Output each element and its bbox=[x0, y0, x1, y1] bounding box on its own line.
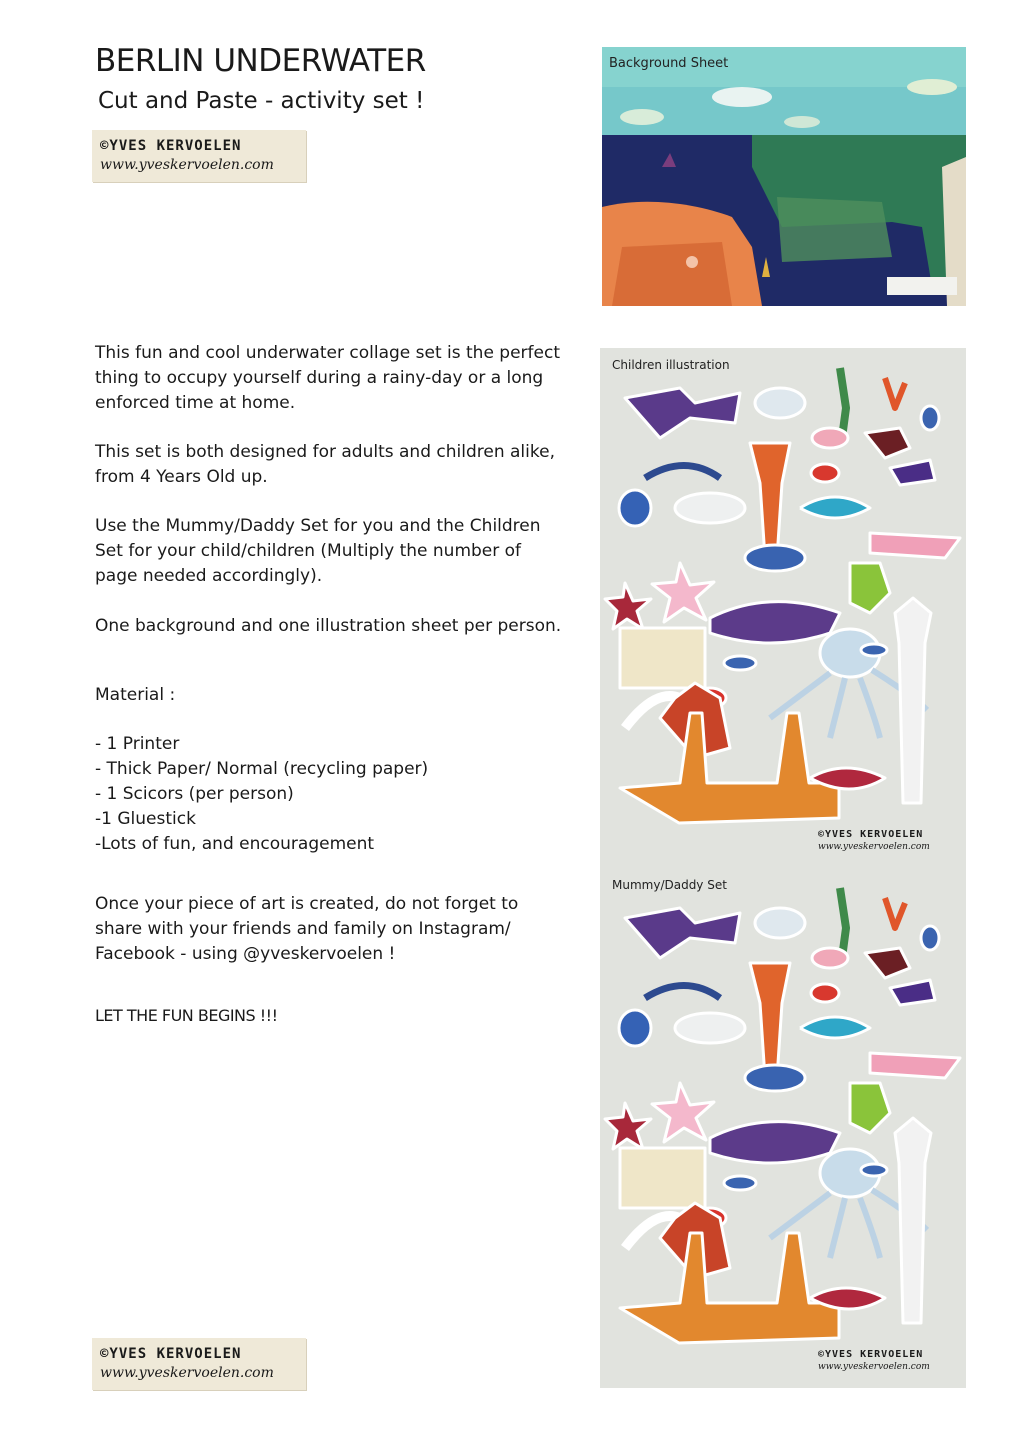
logo-website: www.yveskervoelen.com bbox=[100, 157, 274, 173]
logo-copyright: ©YVES KERVOELEN bbox=[818, 1349, 924, 1360]
audience-paragraph: This set is both designed for adults and children alike, from 4 Years Old up. bbox=[95, 442, 555, 487]
logo-website: www.yveskervoelen.com bbox=[818, 842, 930, 852]
intro-paragraph: This fun and cool underwater collage set is the perfect thing to occupy yourself during a rainy-day or a long enforced time at home. bbox=[95, 343, 561, 413]
background-sheet-label: Background Sheet bbox=[609, 56, 729, 71]
author-logo-bottom bbox=[92, 1338, 306, 1390]
children-sheet-label: Children illustration bbox=[612, 358, 730, 372]
underwater-scene-illustration bbox=[602, 47, 966, 306]
logo-copyright: ©YVES KERVOELEN bbox=[100, 1346, 242, 1362]
children-sheet-logo bbox=[818, 828, 938, 853]
children-stickers-illustration bbox=[600, 348, 966, 863]
share-paragraph: Once your piece of art is created, do not forget to share with your friends and family on Instagram/ Facebook - using @yveskervoelen ! bbox=[95, 894, 519, 964]
logo-copyright: ©YVES KERVOELEN bbox=[100, 138, 242, 154]
mummy-daddy-stickers-illustration bbox=[600, 868, 966, 1383]
sets-paragraph: Use the Mummy/Daddy Set for you and the Children Set for your child/children (Multiply the number of page needed accordingly). bbox=[95, 516, 541, 586]
page-title: BERLIN UNDERWATER bbox=[95, 43, 426, 79]
children-illustration-sheet bbox=[600, 348, 966, 863]
logo-copyright: ©YVES KERVOELEN bbox=[818, 829, 924, 840]
list-item: -Lots of fun, and encouragement bbox=[95, 834, 375, 854]
background-sheet-image bbox=[602, 47, 966, 306]
author-logo-top bbox=[92, 130, 306, 182]
material-heading: Material : bbox=[95, 685, 176, 705]
mummy-daddy-sheet-logo bbox=[818, 1348, 938, 1373]
logo-website: www.yveskervoelen.com bbox=[818, 1362, 930, 1372]
list-item: -1 Gluestick bbox=[95, 809, 196, 829]
materials-list bbox=[95, 732, 565, 857]
mummy-daddy-sheet-label: Mummy/Daddy Set bbox=[612, 878, 727, 892]
logo-website: www.yveskervoelen.com bbox=[100, 1365, 274, 1381]
closing-line: LET THE FUN BEGINS !!! bbox=[95, 1006, 278, 1025]
list-item: - 1 Printer bbox=[95, 734, 180, 754]
illustration-sheets-panel bbox=[600, 348, 966, 1388]
list-item: - Thick Paper/ Normal (recycling paper) bbox=[95, 759, 429, 779]
sheet-paragraph: One background and one illustration sheet per person. bbox=[95, 616, 562, 636]
mummy-daddy-sheet bbox=[600, 868, 966, 1383]
page-subtitle: Cut and Paste - activity set ! bbox=[98, 88, 425, 114]
list-item: - 1 Scicors (per person) bbox=[95, 784, 294, 804]
